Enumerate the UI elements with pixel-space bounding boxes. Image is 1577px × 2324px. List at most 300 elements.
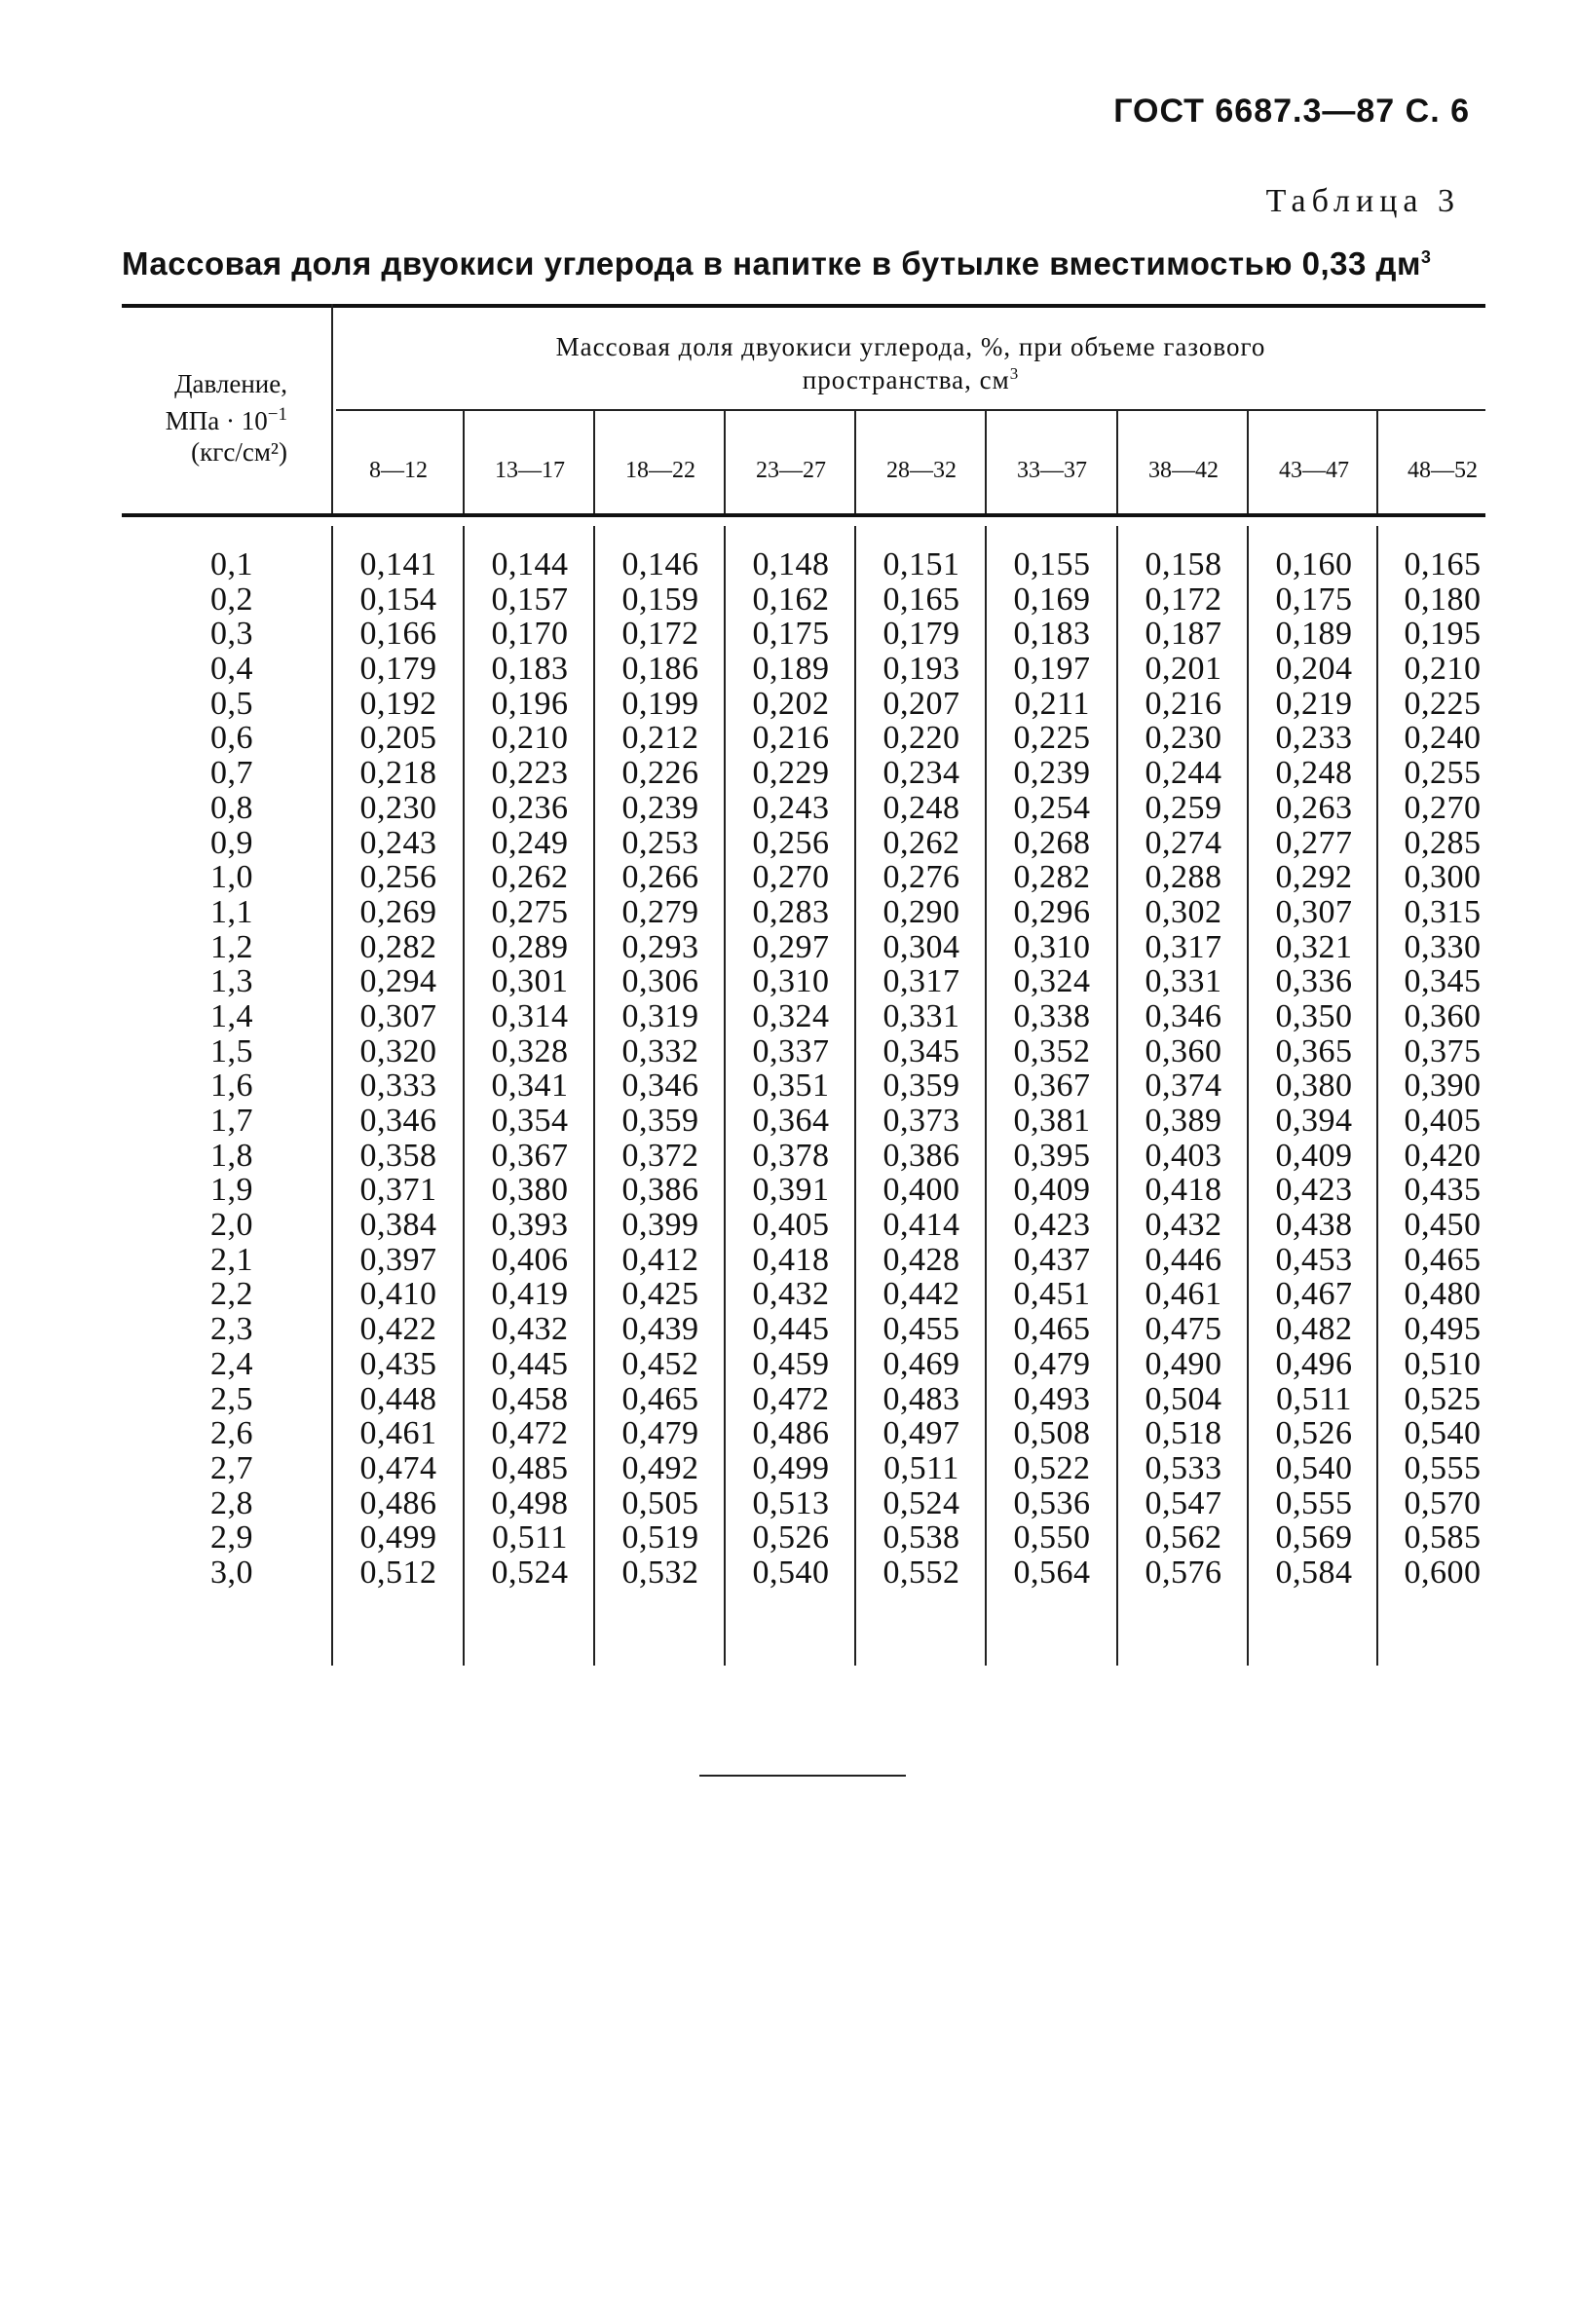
value-cell: 0,189 — [752, 651, 830, 688]
value-cell: 0,165 — [1404, 546, 1482, 582]
value-cell: 0,282 — [359, 928, 437, 965]
value-cell: 0,277 — [1275, 824, 1353, 861]
value-cell: 0,239 — [1013, 755, 1091, 792]
value-cell: 0,397 — [359, 1241, 437, 1278]
pressure-cell: 0,4 — [210, 651, 253, 688]
value-cell: 0,570 — [1404, 1484, 1482, 1521]
pressure-head-line2 — [127, 399, 287, 436]
value-cell: 0,499 — [359, 1519, 437, 1556]
value-cell: 0,371 — [359, 1172, 437, 1209]
value-cell: 0,405 — [752, 1207, 830, 1244]
value-cell: 0,511 — [1276, 1380, 1352, 1417]
value-column — [1252, 547, 1376, 1591]
value-cell: 0,230 — [1145, 720, 1222, 757]
header-column-divider — [593, 409, 595, 513]
value-cell: 0,432 — [491, 1311, 569, 1348]
value-cell: 0,374 — [1145, 1068, 1222, 1105]
value-cell: 0,270 — [1404, 789, 1482, 826]
value-cell: 0,243 — [752, 789, 830, 826]
value-cell: 0,187 — [1145, 616, 1222, 653]
pressure-cell: 2,1 — [210, 1241, 253, 1278]
value-cell: 0,538 — [882, 1519, 960, 1556]
group-head-unit-sup: 3 — [1009, 364, 1020, 383]
value-cell: 0,564 — [1013, 1554, 1091, 1591]
pressure-cell: 3,0 — [210, 1554, 253, 1591]
value-cell: 0,212 — [621, 720, 699, 757]
pressure-cell: 1,6 — [210, 1068, 253, 1105]
value-cell: 0,346 — [359, 1103, 437, 1139]
value-cell: 0,432 — [1145, 1207, 1222, 1244]
value-cell: 0,165 — [882, 581, 960, 618]
value-column — [990, 547, 1114, 1591]
pressure-cell: 2,8 — [210, 1484, 253, 1521]
value-cell: 0,306 — [621, 963, 699, 1000]
pressure-cell: 2,7 — [210, 1449, 253, 1486]
value-cell: 0,320 — [359, 1032, 437, 1069]
value-cell: 0,526 — [752, 1519, 830, 1556]
value-cell: 0,504 — [1145, 1380, 1222, 1417]
value-cell: 0,386 — [882, 1137, 960, 1174]
pressure-cell: 1,0 — [210, 859, 253, 896]
value-cell: 0,435 — [359, 1345, 437, 1382]
group-head-unit: пространства, см — [802, 365, 1010, 394]
value-cell: 0,511 — [883, 1449, 959, 1486]
value-cell: 0,552 — [882, 1554, 960, 1591]
value-cell: 0,219 — [1275, 685, 1353, 722]
header-column-divider — [854, 409, 856, 513]
value-cell: 0,540 — [752, 1554, 830, 1591]
value-cell: 0,249 — [491, 824, 569, 861]
value-column — [1121, 547, 1246, 1591]
pressure-cell: 2,4 — [210, 1345, 253, 1382]
value-cell: 0,175 — [1275, 581, 1353, 618]
body-column-divider — [985, 526, 987, 1666]
value-cell: 0,292 — [1275, 859, 1353, 896]
caption-unit-sup: 3 — [1420, 247, 1432, 267]
value-cell: 0,425 — [621, 1276, 699, 1313]
value-cell: 0,179 — [882, 616, 960, 653]
value-cell: 0,256 — [752, 824, 830, 861]
value-column — [729, 547, 853, 1591]
value-cell: 0,229 — [752, 755, 830, 792]
value-cell: 0,226 — [621, 755, 699, 792]
value-cell: 0,465 — [621, 1380, 699, 1417]
value-cell: 0,285 — [1404, 824, 1482, 861]
value-cell: 0,372 — [621, 1137, 699, 1174]
value-cell: 0,452 — [621, 1345, 699, 1382]
value-cell: 0,279 — [621, 893, 699, 930]
value-cell: 0,337 — [752, 1032, 830, 1069]
value-cell: 0,210 — [1404, 651, 1482, 688]
value-cell: 0,446 — [1145, 1241, 1222, 1278]
value-cell: 0,555 — [1275, 1484, 1353, 1521]
value-cell: 0,453 — [1275, 1241, 1353, 1278]
body-column-divider — [1247, 526, 1249, 1666]
value-cell: 0,144 — [491, 546, 569, 582]
table-top-rule — [122, 304, 1485, 308]
body-column-divider — [1116, 526, 1118, 1666]
column-header: 8—12 — [369, 458, 428, 483]
value-cell: 0,276 — [882, 859, 960, 896]
header-bottom-rule — [122, 513, 1485, 517]
value-cell: 0,254 — [1013, 789, 1091, 826]
pressure-cell: 1,8 — [210, 1137, 253, 1174]
value-cell: 0,389 — [1145, 1103, 1222, 1139]
value-cell: 0,328 — [491, 1032, 569, 1069]
value-cell: 0,418 — [752, 1241, 830, 1278]
value-cell: 0,399 — [621, 1207, 699, 1244]
value-cell: 0,435 — [1404, 1172, 1482, 1209]
value-cell: 0,269 — [359, 893, 437, 930]
value-cell: 0,475 — [1145, 1311, 1222, 1348]
value-cell: 0,373 — [882, 1103, 960, 1139]
value-cell: 0,518 — [1145, 1415, 1222, 1452]
value-cell: 0,314 — [491, 997, 569, 1034]
value-cell: 0,319 — [621, 997, 699, 1034]
value-cell: 0,336 — [1275, 963, 1353, 1000]
value-cell: 0,432 — [752, 1276, 830, 1313]
value-cell: 0,562 — [1145, 1519, 1222, 1556]
value-cell: 0,400 — [882, 1172, 960, 1209]
header-column-divider — [331, 304, 333, 513]
body-column-divider — [593, 526, 595, 1666]
value-cell: 0,155 — [1013, 546, 1091, 582]
value-cell: 0,199 — [621, 685, 699, 722]
value-cell: 0,207 — [882, 685, 960, 722]
value-cell: 0,341 — [491, 1068, 569, 1105]
value-cell: 0,301 — [491, 963, 569, 1000]
value-cell: 0,455 — [882, 1311, 960, 1348]
group-head-line2 — [336, 360, 1485, 394]
value-cell: 0,480 — [1404, 1276, 1482, 1313]
value-cell: 0,380 — [491, 1172, 569, 1209]
value-cell: 0,585 — [1404, 1519, 1482, 1556]
value-cell: 0,364 — [752, 1103, 830, 1139]
value-cell: 0,511 — [492, 1519, 568, 1556]
value-cell: 0,496 — [1275, 1345, 1353, 1382]
header-column-divider — [724, 409, 726, 513]
value-cell: 0,234 — [882, 755, 960, 792]
value-cell: 0,195 — [1404, 616, 1482, 653]
value-cell: 0,354 — [491, 1103, 569, 1139]
value-cell: 0,324 — [1013, 963, 1091, 1000]
value-cell: 0,524 — [491, 1554, 569, 1591]
value-cell: 0,216 — [1145, 685, 1222, 722]
value-cell: 0,403 — [1145, 1137, 1222, 1174]
value-cell: 0,220 — [882, 720, 960, 757]
value-cell: 0,148 — [752, 546, 830, 582]
column-header: 33—37 — [1017, 458, 1087, 483]
value-cell: 0,519 — [621, 1519, 699, 1556]
value-cell: 0,346 — [1145, 997, 1222, 1034]
value-cell: 0,294 — [359, 963, 437, 1000]
value-cell: 0,525 — [1404, 1380, 1482, 1417]
value-cell: 0,333 — [359, 1068, 437, 1105]
body-column-divider — [1376, 526, 1378, 1666]
value-cell: 0,409 — [1275, 1137, 1353, 1174]
caption-text: Массовая доля двуокиси углерода в напитке в бутылке вместимостью 0,33 — [122, 245, 1367, 281]
value-cell: 0,331 — [1145, 963, 1222, 1000]
value-cell: 0,451 — [1013, 1276, 1091, 1313]
body-column-divider — [724, 526, 726, 1666]
value-column — [1380, 547, 1505, 1591]
value-cell: 0,255 — [1404, 755, 1482, 792]
value-cell: 0,263 — [1275, 789, 1353, 826]
value-cell: 0,262 — [882, 824, 960, 861]
value-cell: 0,201 — [1145, 651, 1222, 688]
value-cell: 0,293 — [621, 928, 699, 965]
value-cell: 0,259 — [1145, 789, 1222, 826]
value-cell: 0,540 — [1275, 1449, 1353, 1486]
value-cell: 0,183 — [1013, 616, 1091, 653]
group-head-line1: Массовая доля двуокиси углерода, %, при объеме газового — [555, 332, 1266, 361]
value-cell: 0,486 — [752, 1415, 830, 1452]
value-cell: 0,405 — [1404, 1103, 1482, 1139]
value-column — [598, 547, 723, 1591]
value-cell: 0,290 — [882, 893, 960, 930]
pressure-head-line1: Давление, — [174, 369, 287, 398]
value-cell: 0,495 — [1404, 1311, 1482, 1348]
caption-unit-text: дм — [1375, 245, 1421, 281]
value-cell: 0,310 — [1013, 928, 1091, 965]
value-cell: 0,240 — [1404, 720, 1482, 757]
value-cell: 0,414 — [882, 1207, 960, 1244]
value-cell: 0,359 — [882, 1068, 960, 1105]
caption-unit — [1376, 245, 1432, 281]
value-cell: 0,465 — [1404, 1241, 1482, 1278]
pressure-column — [146, 547, 253, 1591]
value-cell: 0,526 — [1275, 1415, 1353, 1452]
value-cell: 0,393 — [491, 1207, 569, 1244]
column-header: 23—27 — [756, 458, 826, 483]
value-cell: 0,310 — [752, 963, 830, 1000]
value-cell: 0,550 — [1013, 1519, 1091, 1556]
value-cell: 0,406 — [491, 1241, 569, 1278]
value-cell: 0,395 — [1013, 1137, 1091, 1174]
value-cell: 0,438 — [1275, 1207, 1353, 1244]
value-cell: 0,445 — [491, 1345, 569, 1382]
pressure-cell: 1,5 — [210, 1032, 253, 1069]
pressure-cell: 2,2 — [210, 1276, 253, 1313]
pressure-cell: 0,6 — [210, 720, 253, 757]
value-cell: 0,472 — [491, 1415, 569, 1452]
value-cell: 0,482 — [1275, 1311, 1353, 1348]
value-cell: 0,493 — [1013, 1380, 1091, 1417]
pressure-head-line3: (кгс/см²) — [191, 437, 287, 467]
value-cell: 0,170 — [491, 616, 569, 653]
value-cell: 0,317 — [1145, 928, 1222, 965]
pressure-cell: 2,3 — [210, 1311, 253, 1348]
value-cell: 0,172 — [621, 616, 699, 653]
value-cell: 0,442 — [882, 1276, 960, 1313]
value-cell: 0,367 — [491, 1137, 569, 1174]
value-cell: 0,467 — [1275, 1276, 1353, 1313]
value-cell: 0,584 — [1275, 1554, 1353, 1591]
value-cell: 0,248 — [882, 789, 960, 826]
value-cell: 0,345 — [1404, 963, 1482, 1000]
value-cell: 0,479 — [1013, 1345, 1091, 1382]
value-cell: 0,210 — [491, 720, 569, 757]
value-cell: 0,359 — [621, 1103, 699, 1139]
value-cell: 0,248 — [1275, 755, 1353, 792]
value-cell: 0,193 — [882, 651, 960, 688]
body-column-divider — [331, 526, 333, 1666]
pressure-cell: 0,2 — [210, 581, 253, 618]
value-cell: 0,472 — [752, 1380, 830, 1417]
value-cell: 0,338 — [1013, 997, 1091, 1034]
value-cell: 0,289 — [491, 928, 569, 965]
value-cell: 0,512 — [359, 1554, 437, 1591]
value-cell: 0,461 — [359, 1415, 437, 1452]
value-column — [468, 547, 592, 1591]
pressure-head-unit: МПа · 10 — [165, 406, 268, 435]
value-cell: 0,350 — [1275, 997, 1353, 1034]
value-cell: 0,381 — [1013, 1103, 1091, 1139]
value-cell: 0,253 — [621, 824, 699, 861]
value-cell: 0,180 — [1404, 581, 1482, 618]
value-cell: 0,332 — [621, 1032, 699, 1069]
value-cell: 0,412 — [621, 1241, 699, 1278]
value-cell: 0,330 — [1404, 928, 1482, 965]
value-cell: 0,420 — [1404, 1137, 1482, 1174]
pressure-cell: 2,6 — [210, 1415, 253, 1452]
value-cell: 0,555 — [1404, 1449, 1482, 1486]
value-cell: 0,166 — [359, 616, 437, 653]
value-cell: 0,346 — [621, 1068, 699, 1105]
pressure-cell: 0,3 — [210, 616, 253, 653]
value-cell: 0,179 — [359, 651, 437, 688]
value-cell: 0,262 — [491, 859, 569, 896]
value-cell: 0,307 — [1275, 893, 1353, 930]
value-cell: 0,266 — [621, 859, 699, 896]
value-cell: 0,522 — [1013, 1449, 1091, 1486]
value-cell: 0,358 — [359, 1137, 437, 1174]
value-cell: 0,483 — [882, 1380, 960, 1417]
value-cell: 0,437 — [1013, 1241, 1091, 1278]
header-column-divider — [463, 409, 465, 513]
column-header: 48—52 — [1408, 458, 1478, 483]
end-of-table-rule — [699, 1775, 906, 1777]
value-cell: 0,600 — [1404, 1554, 1482, 1591]
value-cell: 0,204 — [1275, 651, 1353, 688]
column-header: 18—22 — [625, 458, 695, 483]
pressure-cell: 0,8 — [210, 789, 253, 826]
value-cell: 0,351 — [752, 1068, 830, 1105]
value-cell: 0,274 — [1145, 824, 1222, 861]
value-cell: 0,423 — [1013, 1207, 1091, 1244]
value-cell: 0,175 — [752, 616, 830, 653]
pressure-column-header — [127, 368, 287, 468]
value-cell: 0,233 — [1275, 720, 1353, 757]
pressure-cell: 1,7 — [210, 1103, 253, 1139]
value-cell: 0,569 — [1275, 1519, 1353, 1556]
pressure-cell: 0,7 — [210, 755, 253, 792]
value-cell: 0,479 — [621, 1415, 699, 1452]
value-cell: 0,498 — [491, 1484, 569, 1521]
value-cell: 0,288 — [1145, 859, 1222, 896]
value-cell: 0,360 — [1404, 997, 1482, 1034]
value-cell: 0,513 — [752, 1484, 830, 1521]
value-cell: 0,428 — [882, 1241, 960, 1278]
pressure-cell: 1,3 — [210, 963, 253, 1000]
value-cell: 0,486 — [359, 1484, 437, 1521]
value-cell: 0,160 — [1275, 546, 1353, 582]
value-cell: 0,331 — [882, 997, 960, 1034]
value-cell: 0,508 — [1013, 1415, 1091, 1452]
value-cell: 0,418 — [1145, 1172, 1222, 1209]
value-cell: 0,159 — [621, 581, 699, 618]
value-column — [336, 547, 461, 1591]
column-header: 38—42 — [1148, 458, 1219, 483]
value-cell: 0,375 — [1404, 1032, 1482, 1069]
pressure-cell: 1,4 — [210, 997, 253, 1034]
value-cell: 0,532 — [621, 1554, 699, 1591]
value-cell: 0,243 — [359, 824, 437, 861]
value-cell: 0,302 — [1145, 893, 1222, 930]
header-column-divider — [985, 409, 987, 513]
value-cell: 0,474 — [359, 1449, 437, 1486]
value-cell: 0,304 — [882, 928, 960, 965]
value-cell: 0,547 — [1145, 1484, 1222, 1521]
value-cell: 0,448 — [359, 1380, 437, 1417]
value-cell: 0,169 — [1013, 581, 1091, 618]
pressure-head-unit-sup: −1 — [267, 404, 287, 425]
value-cell: 0,244 — [1145, 755, 1222, 792]
value-cell: 0,189 — [1275, 616, 1353, 653]
value-cell: 0,300 — [1404, 859, 1482, 896]
value-cell: 0,345 — [882, 1032, 960, 1069]
body-column-divider — [854, 526, 856, 1666]
value-cell: 0,236 — [491, 789, 569, 826]
value-cell: 0,422 — [359, 1311, 437, 1348]
pressure-cell: 1,1 — [210, 893, 253, 930]
pressure-cell: 1,2 — [210, 928, 253, 965]
value-cell: 0,352 — [1013, 1032, 1091, 1069]
value-cell: 0,151 — [882, 546, 960, 582]
column-header: 13—17 — [495, 458, 565, 483]
value-cell: 0,510 — [1404, 1345, 1482, 1382]
value-column — [859, 547, 984, 1591]
value-cell: 0,196 — [491, 685, 569, 722]
value-cell: 0,540 — [1404, 1415, 1482, 1452]
value-cell: 0,394 — [1275, 1103, 1353, 1139]
pressure-cell: 2,9 — [210, 1519, 253, 1556]
value-cell: 0,533 — [1145, 1449, 1222, 1486]
value-cell: 0,205 — [359, 720, 437, 757]
value-cell: 0,141 — [359, 546, 437, 582]
group-header-rule — [336, 409, 1485, 411]
value-cell: 0,450 — [1404, 1207, 1482, 1244]
table-caption — [122, 245, 1485, 282]
value-cell: 0,423 — [1275, 1172, 1353, 1209]
value-cell: 0,282 — [1013, 859, 1091, 896]
value-cell: 0,197 — [1013, 651, 1091, 688]
value-cell: 0,223 — [491, 755, 569, 792]
value-cell: 0,409 — [1013, 1172, 1091, 1209]
value-cell: 0,307 — [359, 997, 437, 1034]
value-cell: 0,230 — [359, 789, 437, 826]
value-cell: 0,365 — [1275, 1032, 1353, 1069]
value-cell: 0,391 — [752, 1172, 830, 1209]
value-cell: 0,256 — [359, 859, 437, 896]
value-cell: 0,524 — [882, 1484, 960, 1521]
value-cell: 0,497 — [882, 1415, 960, 1452]
value-cell: 0,317 — [882, 963, 960, 1000]
value-cell: 0,157 — [491, 581, 569, 618]
value-cell: 0,192 — [359, 685, 437, 722]
header-column-divider — [1116, 409, 1118, 513]
column-header: 28—32 — [886, 458, 957, 483]
